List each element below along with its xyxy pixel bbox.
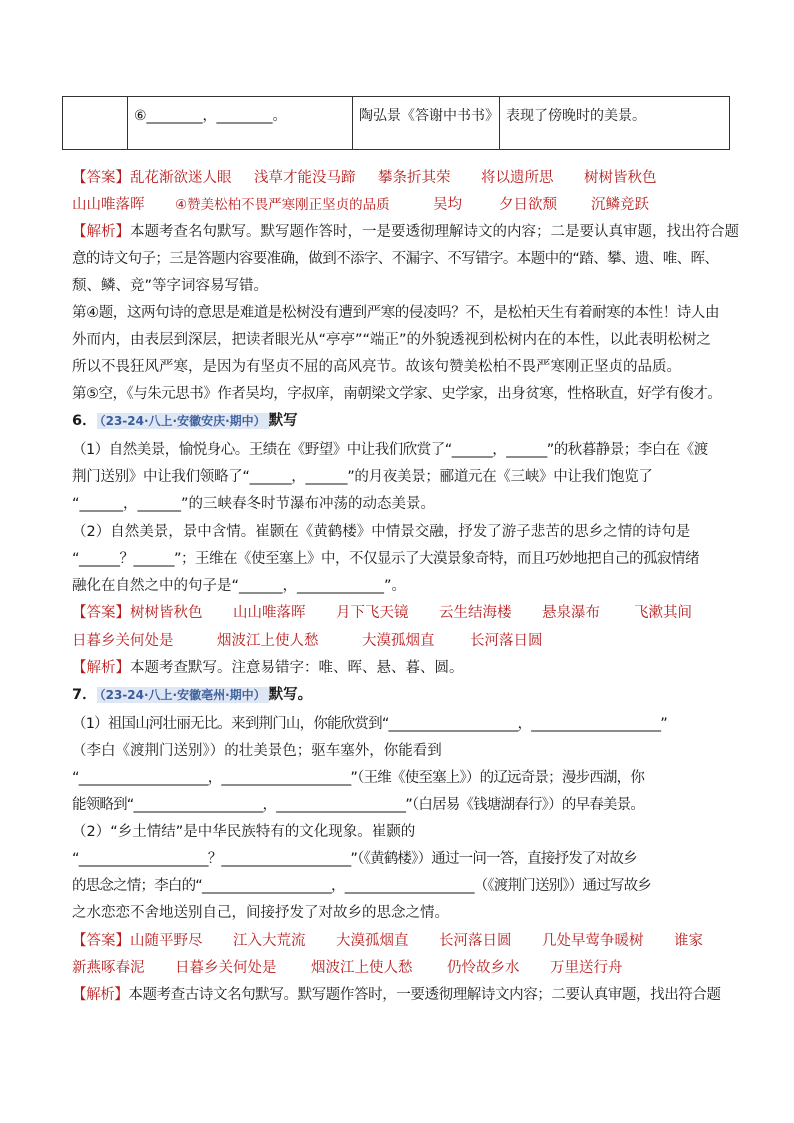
q5-answer-row1 [72, 168, 657, 188]
answer-item: 攀条折其荣 [378, 170, 451, 186]
answer-item: 山随平野尽 [130, 933, 203, 949]
analysis-text: 本题考查默写。注意易错字：唯、晖、悬、暮、圆。 [130, 660, 464, 676]
answer-item: 大漠孤烟直 [336, 933, 409, 949]
answer-item: 烟波江上使人愁 [217, 633, 319, 649]
table-cell-blank: ⑥________，________。 [128, 97, 353, 150]
q6-line: 荆门送别》中让我们领略了“______，______”的月夜美景；郦道元在《三峡》中让我们饱览了 [72, 469, 653, 485]
q7-line: （1）祖国山河壮丽无比。来到荆门山，你能欣赏到“____________________，____________________” [72, 716, 667, 732]
q7-analysis [72, 985, 721, 1005]
q7-header [72, 685, 312, 705]
q5-answer-row2 [72, 195, 649, 215]
answer-item: 树树皆秋色 [584, 170, 657, 186]
answer-item: 长河落日圆 [470, 633, 543, 649]
question-title: 默写。 [268, 687, 313, 703]
source-badge: （23-24·八上·安徽安庆·期中） [97, 413, 269, 429]
answer-item: 将以遗所思 [481, 170, 554, 186]
answer-item: 日暮乡关何处是 [72, 633, 174, 649]
q7-line: 能领略到“____________________，____________________”（白居易《钱塘湖春行》）的早春美景。 [72, 797, 645, 813]
answer-item: 吴均 [433, 197, 462, 213]
answer-item: 长河落日圆 [439, 933, 512, 949]
analysis-tag: 【解析】 [72, 987, 129, 1003]
answer-item: ④赞美松柏不畏严寒刚正坚贞的品质 [175, 197, 390, 213]
question-title: 默写 [268, 413, 298, 429]
q7-line: （李白《渡荆门送别》）的壮美景色；驱车塞外，你能看到 [72, 743, 442, 759]
table-row [63, 97, 730, 150]
q6-answer-row2 [72, 631, 543, 651]
answer-item: 几处早莺争暖树 [542, 933, 644, 949]
answer-item: 山山唯落晖 [233, 605, 306, 621]
q5-analysis-line: 颓、鳞、竞”等字词容易写错。 [72, 278, 269, 294]
analysis-tag: 【解析】 [72, 224, 130, 240]
analysis-tag: 【解析】 [72, 660, 130, 676]
answer-item: 烟波江上使人愁 [311, 960, 413, 976]
q5-analysis-line: 第⑤空，《与朱元思书》作者吴均，字叔庠，南朝梁文学家、史学家，出身贫寒，性格耿直，好学有俊才。 [72, 386, 722, 402]
q6-analysis [72, 658, 464, 678]
q7-answer-row2 [72, 958, 623, 978]
q6-line: 融化在自然之中的句子是“______，____________”。 [72, 578, 407, 594]
q7-line: “____________________，____________________”（王维《使至塞上》）的辽远奇景；漫步西湖，你 [72, 770, 645, 786]
q7-answer-row1 [72, 931, 703, 951]
q7-line: “____________________？____________________”（《黄鹤楼》）通过一问一答，直接抒发了对故乡 [72, 851, 637, 867]
answer-item: 树树皆秋色 [130, 605, 203, 621]
answer-item: 悬泉瀑布 [542, 605, 600, 621]
q6-header [72, 411, 298, 431]
question-number: 6． [72, 413, 97, 429]
q7-line: （2）“乡土情结”是中华民族特有的文化现象。崔颢的 [72, 824, 416, 840]
source-badge: （23-24·八上·安徽亳州·期中） [97, 687, 269, 703]
q6-line: （1）自然美景，愉悦身心。王绩在《野望》中让我们欣赏了“______，______”的秋暮静景；李白在《渡 [72, 442, 708, 458]
answer-item: 沉鳞竞跃 [591, 197, 649, 213]
answer-item: 日暮乡关何处是 [175, 960, 277, 976]
q7-line: 之水恋恋不舍地送别自己，间接抒发了对故乡的思念之情。 [72, 905, 449, 921]
answer-item: 浅草才能没马蹄 [254, 170, 356, 186]
answer-item: 仍怜故乡水 [447, 960, 520, 976]
q5-analysis-line: 外而内，由表层到深层，把读者眼光从“亭亭”“端正”的外貌透视到松树内在的本性，以此表明松树之 [72, 332, 712, 348]
q5-analysis-line: 第④题，这两句诗的意思是难道是松树没有遭到严寒的侵凌吗？不，是松柏天生有着耐寒的本性！诗人由 [72, 305, 720, 321]
answer-item: 万里送行舟 [550, 960, 623, 976]
continued-table [62, 96, 730, 150]
answer-item: 飞漱其间 [634, 605, 692, 621]
q6-line: “______，______”的三峡春冬时节瀑布冲荡的动态美景。 [72, 496, 436, 512]
answer-item: 新燕啄春泥 [72, 960, 145, 976]
answer-item: 谁家 [674, 933, 703, 949]
answer-item: 山山唯落晖 [72, 197, 145, 213]
answer-tag: 【答案】 [72, 605, 130, 621]
table-cell-source: 陶弘景《答谢中书书》 [353, 97, 500, 150]
q5-analysis-line: 意的诗文句子；三是答题内容要准确，做到不添字、不漏字、不写错字。本题中的“踏、攀、遗、唯、晖、 [72, 251, 719, 267]
answer-item: 大漠孤烟直 [362, 633, 435, 649]
table-cell-empty [63, 97, 128, 150]
answer-tag: 【答案】 [72, 933, 130, 949]
question-number: 7． [72, 687, 97, 703]
q6-line: “______？______”；王维在《使至塞上》中，不仅显示了大漠景象奇特，而且巧妙地把自己的孤寂情绪 [72, 551, 700, 567]
analysis-text: 本题考查古诗文名句默写。默写题作答时，一要透彻理解诗文内容；二要认真审题，找出符合题 [128, 987, 721, 1003]
q5-analysis-line: 所以不畏狂风严寒，是因为有坚贞不屈的高风亮节。故该句赞美松柏不畏严寒刚正坚贞的品质。 [72, 359, 681, 375]
analysis-text: 本题考查名句默写。默写题作答时，一是要透彻理解诗文的内容；二是要认真审题，找出符合题 [130, 224, 739, 240]
answer-item: 夕日欲颓 [499, 197, 557, 213]
answer-item: 月下飞天镜 [336, 605, 409, 621]
q6-line: （2）自然美景，景中含情。崔颢在《黄鹤楼》中情景交融，抒发了游子悲苦的思乡之情的诗句是 [72, 524, 691, 540]
q7-line: 的思念之情；李白的“____________________，____________________（《渡荆门送别》）通过写故乡 [72, 878, 652, 894]
q5-analysis-line [72, 222, 739, 242]
q6-answer-row1 [72, 603, 692, 623]
answer-item: 云生结海楼 [439, 605, 512, 621]
answer-item: 乱花渐欲迷人眼 [130, 170, 232, 186]
answer-item: 江入大荒流 [233, 933, 306, 949]
table-cell-description: 表现了傍晚时的美景。 [500, 97, 730, 150]
answer-tag: 【答案】 [72, 170, 130, 186]
